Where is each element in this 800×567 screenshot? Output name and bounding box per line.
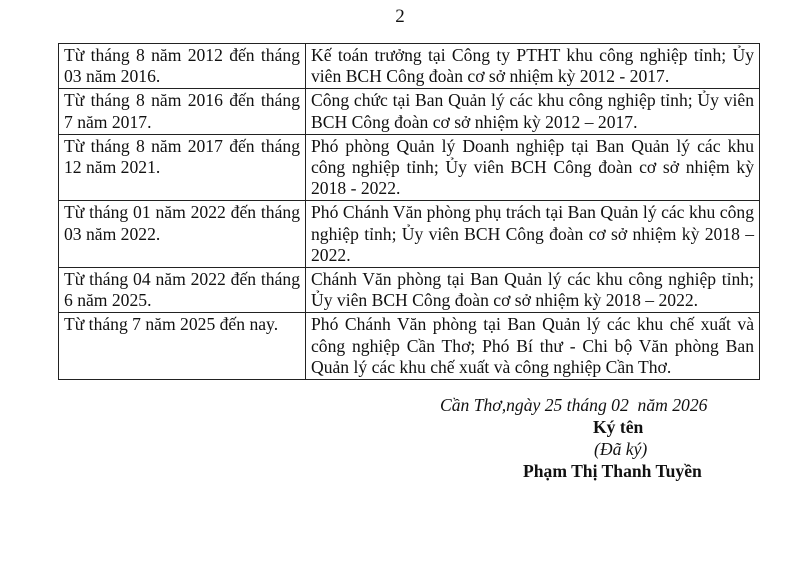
description-cell: Công chức tại Ban Quản lý các khu công nghiệp tỉnh; Ủy viên BCH Công đoàn cơ sở nhiệm kỳ 2012 – 2017. — [306, 89, 760, 134]
career-history-table — [58, 43, 760, 380]
description-cell: Phó phòng Quản lý Doanh nghiệp tại Ban Quản lý các khu công nghiệp tỉnh; Ủy viên BCH Công đoàn cơ sở nhiệm kỳ 2018 - 2022. — [306, 134, 760, 201]
period-cell: Từ tháng 8 năm 2012 đến tháng 03 năm 2016. — [59, 44, 306, 89]
period-cell: Từ tháng 01 năm 2022 đến tháng 03 năm 2022. — [59, 201, 306, 268]
signed-note: (Đã ký) — [594, 439, 648, 459]
table-row — [59, 89, 760, 134]
table-row — [59, 268, 760, 313]
period-cell: Từ tháng 7 năm 2025 đến nay. — [59, 313, 306, 380]
description-cell: Phó Chánh Văn phòng tại Ban Quản lý các khu chế xuất và công nghiệp Cần Thơ; Phó Bí thư - Chi bộ Văn phòng Ban Quản lý các khu chế xuất và công nghiệp Cần Thơ. — [306, 313, 760, 380]
period-cell: Từ tháng 04 năm 2022 đến tháng 6 năm 2025. — [59, 268, 306, 313]
description-cell: Phó Chánh Văn phòng phụ trách tại Ban Quản lý các khu công nghiệp tỉnh; Ủy viên BCH Công đoàn cơ sở nhiệm kỳ 2018 – 2022. — [306, 201, 760, 268]
period-cell: Từ tháng 8 năm 2016 đến tháng 7 năm 2017. — [59, 89, 306, 134]
table-row — [59, 201, 760, 268]
page-number: 2 — [395, 6, 405, 27]
period-cell: Từ tháng 8 năm 2017 đến tháng 12 năm 2021. — [59, 134, 306, 201]
signature-label: Ký tên — [593, 417, 644, 437]
description-cell: Chánh Văn phòng tại Ban Quản lý các khu công nghiệp tỉnh; Ủy viên BCH Công đoàn cơ sở nhiệm kỳ 2018 – 2022. — [306, 268, 760, 313]
place-date: Cần Thơ,ngày 25 tháng 02 năm 2026 — [440, 395, 708, 415]
table-row — [59, 134, 760, 201]
table-row — [59, 313, 760, 380]
table-row — [59, 44, 760, 89]
signer-name: Phạm Thị Thanh Tuyền — [523, 461, 702, 481]
description-cell: Kế toán trưởng tại Công ty PTHT khu công nghiệp tỉnh; Ủy viên BCH Công đoàn cơ sở nhiệm kỳ 2012 - 2017. — [306, 44, 760, 89]
